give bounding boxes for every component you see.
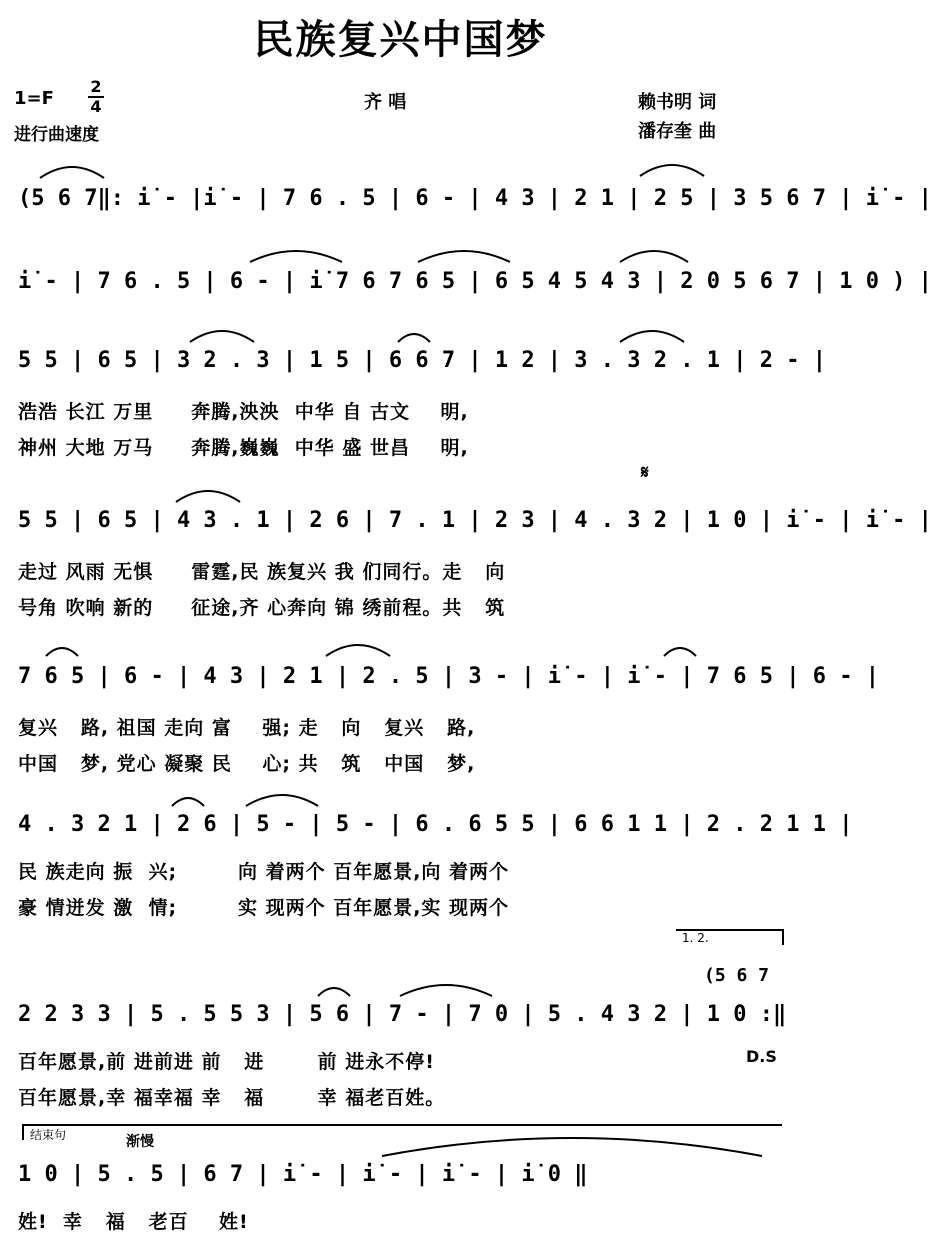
ritardando-mark: 渐慢 <box>126 1134 154 1150</box>
notation-system-1: (5 6 7‖: i̇ - |i̇ - | 7 6 . 5 | 6 - | 4 3 | 2 1 | 2 5 | 3 5 6 7 | i̇ - | <box>18 186 932 211</box>
lyric-line-6b: 豪 情迸发 激 情; 实 现两个 百年愿景,实 现两个 <box>18 897 510 919</box>
lyric-line-7a: 百年愿景,前 进前进 前 进 前 进永不停! <box>18 1051 435 1073</box>
performance-style: 齐 唱 <box>364 92 407 113</box>
lyric-line-3a: 浩浩 长江 万里 奔腾,泱泱 中华 自 古文 明, <box>18 401 469 423</box>
lyric-line-8: 姓! 幸 福 老百 姓! <box>18 1211 249 1233</box>
lyric-line-7b: 百年愿景,幸 福幸福 幸 福 幸 福老百姓。 <box>18 1087 446 1109</box>
lyric-line-4b: 号角 吹响 新的 征途,齐 心奔向 锦 绣前程。共 筑 <box>18 597 506 619</box>
tempo-marking: 进行曲速度 <box>14 125 99 145</box>
pickup-notes: (5 6 7 <box>704 965 770 986</box>
composer-credit: 潘存奎 曲 <box>638 121 717 142</box>
key-signature: 1=F <box>14 88 54 109</box>
ending-label: 结束句 <box>30 1128 67 1142</box>
notation-system-3: 5 5 | 6 5 | 3 2 . 3 | 1 5 | 6 6 7 | 1 2 | 3 . 3 2 . 1 | 2 - | <box>18 348 826 373</box>
segno-sign: 𝄋 <box>641 462 649 483</box>
dal-segno-mark: D.S <box>746 1047 777 1066</box>
time-top: 2 <box>90 77 102 96</box>
song-title: 民族复兴中国梦 <box>253 17 548 63</box>
notation-system-6: 4 . 3 2 1 | 2 6 | 5 - | 5 - | 6 . 6 5 5 | 6 6 1 1 | 2 . 2 1 1 | <box>18 812 853 837</box>
lyricist-credit: 赖书明 词 <box>638 92 717 113</box>
lyric-line-5a: 复兴 路, 祖国 走向 富 强; 走 向 复兴 路, <box>18 717 476 739</box>
time-signature <box>88 79 104 115</box>
time-bottom: 4 <box>90 97 102 116</box>
lyric-line-4a: 走过 风雨 无惧 雷霆,民 族复兴 我 们同行。走 向 <box>18 561 506 583</box>
notation-system-8: 1 0 | 5 . 5 | 6 7 | i̇ - | i̇ - | i̇ - | i̇ 0 ‖ <box>18 1162 588 1187</box>
notation-system-2: i̇ - | 7 6 . 5 | 6 - | i̇ 7 6 7 6 5 | 6 5 4 5 4 3 | 2 0 5 6 7 | 1 0 ) | <box>18 269 932 294</box>
notation-system-5: 7 6 5 | 6 - | 4 3 | 2 1 | 2 . 5 | 3 - | i̇ - | i̇ - | 7 6 5 | 6 - | <box>18 664 879 689</box>
volta-bracket: 1. 2. <box>676 929 784 945</box>
notation-system-7: 2 2 3 3 | 5 . 5 5 3 | 5 6 | 7 - | 7 0 | 5 . 4 3 2 | 1 0 :‖ <box>18 1002 787 1027</box>
lyric-line-6a: 民 族走向 振 兴; 向 着两个 百年愿景,向 着两个 <box>18 861 510 883</box>
notation-system-4: 5 5 | 6 5 | 4 3 . 1 | 2 6 | 7 . 1 | 2 3 | 4 . 3 2 | 1 0 | i̇ - | i̇ - | <box>18 508 932 533</box>
lyric-line-5b: 中国 梦, 党心 凝聚 民 心; 共 筑 中国 梦, <box>18 753 476 775</box>
lyric-line-3b: 神州 大地 万马 奔腾,巍巍 中华 盛 世昌 明, <box>18 437 469 459</box>
